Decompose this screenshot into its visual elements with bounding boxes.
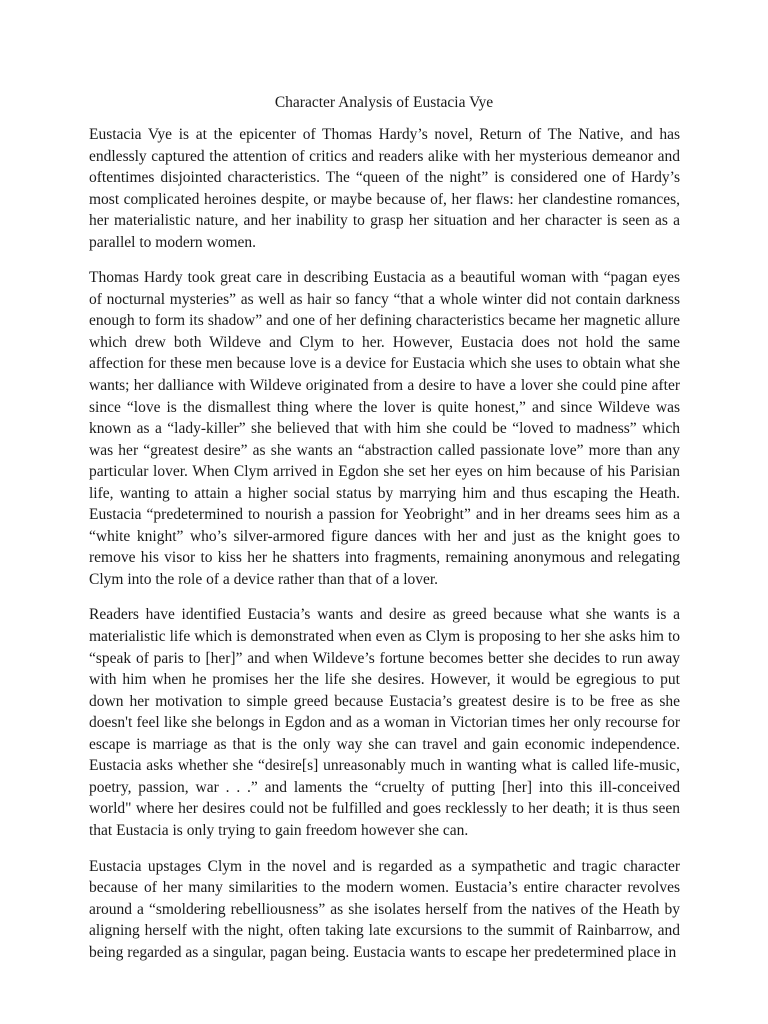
document-body <box>89 124 680 977</box>
paragraph-1: Eustacia Vye is at the epicenter of Thomas Hardy’s novel, Return of The Native, and has endlessly captured the attention of critics and readers alike with her mysterious demeanor and oftentimes disjointed characteristics. The “queen of the night” is considered one of Hardy’s most complicated heroines despite, or maybe because of, her flaws: her clandestine romances, her materialistic nature, and her inability to grasp her situation and her character is seen as a parallel to modern women. <box>89 126 680 251</box>
document-title: Character Analysis of Eustacia Vye <box>274 94 494 111</box>
paragraph-2: Thomas Hardy took great care in describing Eustacia as a beautiful woman with “pagan eyes of nocturnal mysteries” as well as hair so fancy “that a whole winter did not contain darkness enough to form its shadow” and one of her defining characteristics became her magnetic allure which drew both Wildeve and Clym to her. However, Eustacia does not hold the same affection for these men because love is a device for Eustacia which she uses to obtain what she wants; her dalliance with Wildeve originated from a desire to have a lover she could pine after since “love is the dismallest thing where the lover is quite honest,” and since Wildeve was known as a “lady-killer” she believed that with him she could be “loved to madness” which was her “greatest desire” as she wants an “abstraction called passionate love” more than any particular lover. When Clym arrived in Egdon she set her eyes on him because of his Parisian life, wanting to attain a higher social status by marrying him and thus escaping the Heath. Eustacia “predetermined to nourish a passion for Yeobright” and in her dreams sees him as a “white knight” who’s silver-armored figure dances with her and just as the knight goes to remove his visor to kiss her he shatters into fragments, remaining anonymous and relegating Clym into the role of a device rather than that of a lover. <box>89 269 680 588</box>
paragraph-4: Eustacia upstages Clym in the novel and is regarded as a sympathetic and tragic character because of her many similarities to the modern women. Eustacia’s entire character revolves around a “smoldering rebelliousness” as she isolates herself from the natives of the Heath by aligning herself with the night, often taking late excursions to the summit of Rainbarrow, and being regarded as a singular, pagan being. Eustacia wants to escape her predetermined place in <box>89 857 680 961</box>
paragraph-3: Readers have identified Eustacia’s wants and desire as greed because what she wants is a materialistic life which is demonstrated when even as Clym is proposing to her she asks him to “speak of paris to [her]” and when Wildeve’s fortune becomes better she decides to run away with him when he promises her the life she desires. However, it would be egregious to put down her motivation to simple greed because Eustacia’s greatest desire is to be free as she doesn't feel like she belongs in Egdon and as a woman in Victorian times her only recourse for escape is marriage as that is the only way she can travel and gain economic independence. Eustacia asks whether she “desire[s] unreasonably much in wanting what is called life-music, poetry, passion, war . . .” and laments the “cruelty of putting [her] into this ill-conceived world" where her desires could not be fulfilled and goes recklessly to her death; it is thus seen that Eustacia is only trying to gain freedom however she can. <box>89 606 680 839</box>
